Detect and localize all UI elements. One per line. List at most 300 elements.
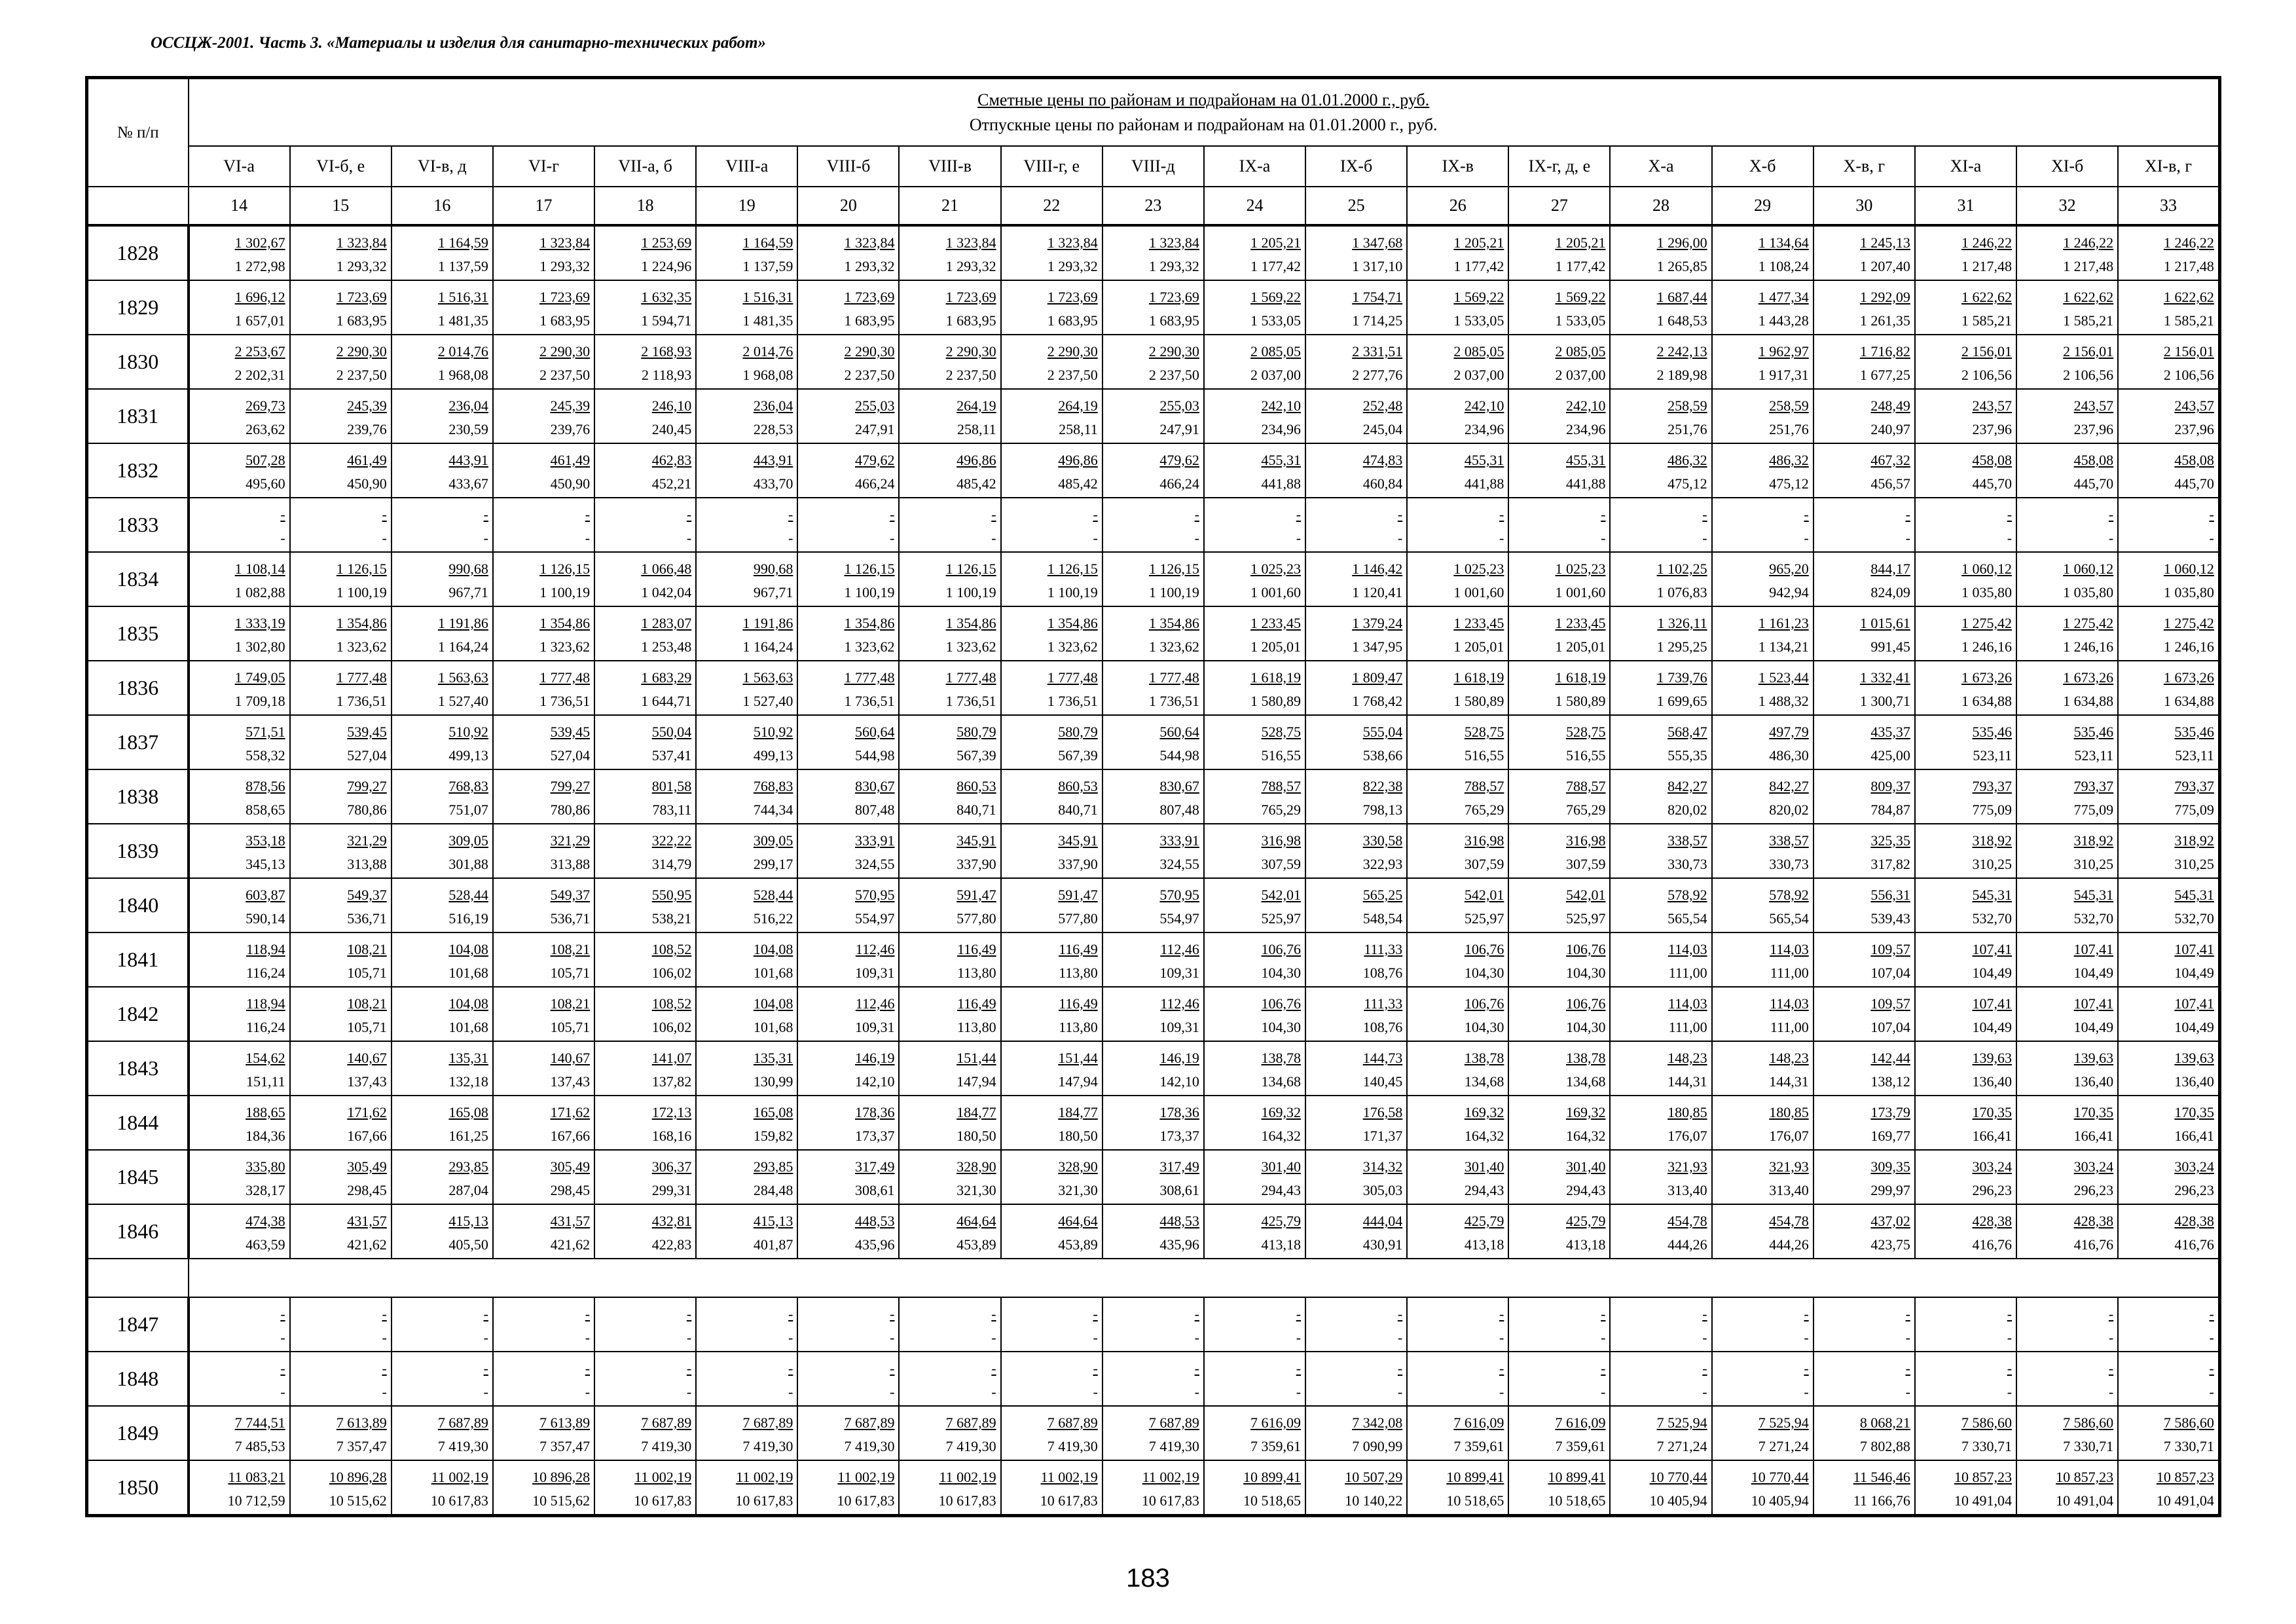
price-cell [1001, 661, 1102, 715]
price-cell [1813, 1204, 1915, 1259]
price-cell [696, 661, 797, 715]
column-index: 18 [594, 187, 696, 225]
release-price: 1 533,05 [1250, 312, 1302, 329]
price-cell [1204, 389, 1305, 443]
estimate-price: 108,52 [651, 941, 692, 957]
price-cell [493, 932, 594, 987]
price-cell [2118, 606, 2219, 661]
release-price: - [1397, 1329, 1403, 1346]
release-price: 307,59 [1261, 856, 1302, 872]
release-price: 1 217,48 [2063, 258, 2114, 274]
row-number: 1830 [87, 335, 189, 389]
estimate-price: 1 379,24 [1352, 615, 1403, 631]
price-cell [1407, 1041, 1508, 1096]
release-price: 1 594,71 [641, 312, 692, 329]
estimate-price: - [1194, 506, 1199, 523]
price-cell [1610, 498, 1711, 552]
price-cell [493, 1041, 594, 1096]
price-cell [696, 443, 797, 498]
estimate-price: 146,19 [1159, 1050, 1199, 1066]
estimate-price: 510,92 [448, 724, 488, 740]
price-cell [696, 1352, 797, 1406]
estimate-price: 1 333,19 [234, 615, 285, 631]
release-price: 1 134,21 [1758, 638, 1809, 655]
district-header: X-в, г [1813, 146, 1915, 187]
price-cell [1102, 1150, 1204, 1204]
release-price: 1 177,42 [1250, 258, 1302, 274]
estimate-price: 1 673,26 [2163, 669, 2214, 686]
estimate-price: - [1194, 1306, 1199, 1322]
release-price: 240,45 [651, 421, 692, 437]
header-no-label: № п/п [117, 123, 159, 141]
release-price: 106,02 [651, 1019, 692, 1035]
estimate-price: 10 857,23 [2056, 1469, 2114, 1485]
release-price: 2 202,31 [234, 367, 285, 383]
estimate-price: 108,21 [550, 995, 591, 1012]
estimate-price: 1 618,19 [1250, 669, 1302, 686]
column-index: 26 [1407, 187, 1508, 225]
release-price: 516,55 [1565, 747, 1606, 764]
price-cell [1813, 335, 1915, 389]
estimate-price: 1 723,69 [844, 289, 895, 305]
estimate-price: 1 302,67 [234, 234, 285, 251]
price-cell [2016, 1352, 2118, 1406]
price-cell [1610, 769, 1711, 824]
estimate-price: 1 205,21 [1250, 234, 1302, 251]
release-price: 314,79 [651, 856, 692, 872]
estimate-price: 264,19 [957, 397, 996, 414]
table-row [87, 824, 2220, 878]
release-price: 7 357,47 [336, 1438, 387, 1454]
estimate-price: 10 899,41 [1243, 1469, 1302, 1485]
column-index: 28 [1610, 187, 1711, 225]
price-cell [1610, 661, 1711, 715]
price-cell [797, 824, 899, 878]
spacer-row [87, 1259, 2220, 1297]
price-cell [696, 769, 797, 824]
release-price: - [991, 1384, 996, 1400]
estimate-price: - [890, 506, 895, 523]
estimate-price: 328,90 [1058, 1158, 1098, 1175]
price-cell [797, 1096, 899, 1150]
estimate-price: - [1093, 1360, 1098, 1376]
estimate-price: 316,98 [1261, 832, 1302, 849]
estimate-price: 1 632,35 [641, 289, 692, 305]
estimate-price: 184,77 [957, 1104, 996, 1120]
estimate-price: 474,38 [246, 1213, 285, 1229]
release-price: 1 302,80 [234, 638, 285, 655]
release-price: 337,90 [1058, 856, 1098, 872]
table-row [87, 1096, 2220, 1150]
price-cell [696, 1406, 797, 1460]
estimate-price: 107,41 [2073, 995, 2114, 1012]
estimate-price: 1 354,86 [1148, 615, 1199, 631]
release-price: 310,25 [1972, 856, 2013, 872]
price-cell [696, 1041, 797, 1096]
estimate-price: 1 618,19 [1453, 669, 1504, 686]
release-price: 1 164,24 [742, 638, 793, 655]
price-cell [1813, 389, 1915, 443]
price-cell [392, 335, 493, 389]
release-price: 138,12 [1870, 1073, 1910, 1090]
table-row [87, 1460, 2220, 1516]
estimate-price: 1 205,21 [1555, 234, 1606, 251]
release-price: - [1804, 1384, 1809, 1400]
estimate-price: 11 002,19 [431, 1469, 488, 1485]
estimate-price: - [2209, 1306, 2214, 1322]
price-cell [392, 280, 493, 335]
release-price: 1 683,95 [945, 312, 996, 329]
price-cell [797, 1352, 899, 1406]
price-cell [1712, 987, 1813, 1041]
estimate-price: 455,31 [1261, 452, 1302, 468]
estimate-price: - [2007, 506, 2013, 523]
release-price: 1 253,48 [641, 638, 692, 655]
estimate-price: 486,32 [1769, 452, 1809, 468]
release-price: 1 293,32 [945, 258, 996, 274]
estimate-price: 107,41 [2073, 941, 2114, 957]
release-price: - [2209, 1384, 2214, 1400]
estimate-price: - [1804, 1306, 1809, 1322]
release-price: 113,80 [1059, 965, 1098, 981]
release-price: - [788, 1329, 793, 1346]
estimate-price: 528,44 [753, 887, 793, 903]
row-number: 1839 [87, 824, 189, 878]
estimate-price: 107,41 [2174, 941, 2214, 957]
price-cell [290, 824, 392, 878]
price-cell [1204, 769, 1305, 824]
estimate-price: 788,57 [1565, 778, 1606, 794]
release-price: 1 323,62 [336, 638, 387, 655]
price-cell [2016, 1297, 2118, 1352]
price-cell [1305, 661, 1407, 715]
price-cell [1305, 1352, 1407, 1406]
estimate-price: 104,08 [753, 995, 793, 1012]
price-cell [2118, 1204, 2219, 1259]
price-cell [1610, 1150, 1711, 1204]
price-cell [1610, 824, 1711, 878]
price-cell [899, 878, 1000, 932]
estimate-price: 799,27 [347, 778, 387, 794]
release-price: 313,40 [1769, 1182, 1809, 1198]
price-cell [1204, 1460, 1305, 1516]
price-cell [1204, 824, 1305, 878]
estimate-price: 1 716,82 [1859, 343, 1910, 360]
estimate-price: 1 777,48 [539, 669, 591, 686]
estimate-price: 1 516,31 [742, 289, 793, 305]
estimate-price: 1 326,11 [1657, 615, 1707, 631]
estimate-price: 464,64 [1058, 1213, 1098, 1229]
price-cell [290, 769, 392, 824]
district-header: VIII-в [899, 146, 1000, 187]
price-cell [1610, 552, 1711, 606]
price-cell [1407, 1297, 1508, 1352]
estimate-price: 170,35 [2174, 1104, 2214, 1120]
price-cell [290, 225, 392, 280]
price-cell [493, 280, 594, 335]
release-price: 1 736,51 [336, 693, 387, 709]
release-price: 1 217,48 [2163, 258, 2214, 274]
release-price: 783,11 [652, 802, 692, 818]
price-cell [1305, 1204, 1407, 1259]
price-cell [899, 1406, 1000, 1460]
estimate-price: 603,87 [246, 887, 285, 903]
estimate-price: 1 296,00 [1656, 234, 1707, 251]
price-cell [1001, 335, 1102, 389]
release-price: 7 271,24 [1758, 1438, 1809, 1454]
estimate-price: 568,47 [1667, 724, 1707, 740]
price-cell [290, 1150, 392, 1204]
estimate-price: 1 777,48 [844, 669, 895, 686]
price-cell [1712, 606, 1813, 661]
price-cell [1915, 1406, 2016, 1460]
estimate-price: 2 290,30 [336, 343, 387, 360]
estimate-price: 114,03 [1667, 995, 1707, 1012]
release-price: 144,31 [1667, 1073, 1707, 1090]
price-cell [594, 1041, 696, 1096]
estimate-price: 178,36 [854, 1104, 895, 1120]
release-price: 7 330,71 [2063, 1438, 2114, 1454]
release-price: 167,66 [347, 1128, 387, 1144]
release-price: 1 683,95 [336, 312, 387, 329]
row-number: 1845 [87, 1150, 189, 1204]
price-cell [2118, 443, 2219, 498]
release-price: 499,13 [448, 747, 488, 764]
price-cell [1508, 1096, 1610, 1150]
release-price: 2 237,50 [1148, 367, 1199, 383]
price-cell [1407, 335, 1508, 389]
estimate-price: - [1804, 506, 1809, 523]
price-cell [2016, 443, 2118, 498]
price-cell [1813, 1096, 1915, 1150]
district-header: VI-в, д [392, 146, 493, 187]
price-cell [1305, 606, 1407, 661]
price-cell [392, 1352, 493, 1406]
release-price: 2 037,00 [1555, 367, 1606, 383]
release-price: 7 359,61 [1453, 1438, 1504, 1454]
release-price: 1 714,25 [1352, 312, 1403, 329]
release-price: 453,89 [1058, 1236, 1098, 1253]
release-price: - [1601, 1384, 1606, 1400]
price-cell [493, 987, 594, 1041]
release-price: 421,62 [550, 1236, 591, 1253]
price-cell [290, 1297, 392, 1352]
estimate-price: 11 083,21 [228, 1469, 285, 1485]
price-cell [594, 552, 696, 606]
price-cell [1305, 280, 1407, 335]
release-price: 548,54 [1362, 910, 1403, 927]
price-cell [1001, 878, 1102, 932]
estimate-price: 1 622,62 [2063, 289, 2114, 305]
estimate-price: 318,92 [1972, 832, 2013, 849]
release-price: 234,96 [1464, 421, 1504, 437]
estimate-price: 1 025,23 [1250, 561, 1302, 577]
price-cell [189, 552, 290, 606]
column-index: 25 [1305, 187, 1407, 225]
release-price: 444,26 [1769, 1236, 1809, 1253]
release-price: 104,30 [1261, 965, 1302, 981]
price-cell [1407, 443, 1508, 498]
price-cell [899, 661, 1000, 715]
price-cell [1915, 498, 2016, 552]
district-header: VI-а [189, 146, 290, 187]
estimate-price: 107,41 [2174, 995, 2214, 1012]
price-cell [392, 824, 493, 878]
estimate-price: 437,02 [1870, 1213, 1910, 1229]
price-cell [1508, 389, 1610, 443]
price-cell [1915, 225, 2016, 280]
price-cell [290, 606, 392, 661]
estimate-price: 768,83 [753, 778, 793, 794]
estimate-price: 560,64 [1159, 724, 1199, 740]
price-cell [1102, 280, 1204, 335]
release-price: 113,80 [957, 1019, 996, 1035]
estimate-price: 415,13 [753, 1213, 793, 1229]
release-price: - [585, 530, 591, 546]
column-index-row [87, 187, 2220, 225]
release-price: - [1093, 1384, 1098, 1400]
release-price: - [1804, 1329, 1809, 1346]
estimate-price: 549,37 [550, 887, 591, 903]
price-cell [696, 225, 797, 280]
estimate-price: 255,03 [854, 397, 895, 414]
release-price: 101,68 [753, 1019, 793, 1035]
release-price: 538,66 [1362, 747, 1403, 764]
price-cell [189, 824, 290, 878]
price-cell [1610, 443, 1711, 498]
price-cell [2118, 1297, 2219, 1352]
row-number: 1844 [87, 1096, 189, 1150]
price-cell [189, 1096, 290, 1150]
estimate-price: 535,46 [1972, 724, 2013, 740]
estimate-price: 431,57 [347, 1213, 387, 1229]
release-price: - [890, 1329, 895, 1346]
release-price: - [890, 530, 895, 546]
estimate-price: 799,27 [550, 778, 591, 794]
price-cell [1204, 715, 1305, 769]
price-cell [2118, 280, 2219, 335]
price-cell [797, 932, 899, 987]
release-price: - [1296, 1384, 1302, 1400]
release-price: 565,54 [1769, 910, 1809, 927]
price-cell [493, 498, 594, 552]
release-price: 10 617,83 [430, 1492, 488, 1509]
table-row [87, 1204, 2220, 1259]
estimate-price: 104,08 [448, 995, 488, 1012]
release-price: 807,48 [1159, 802, 1199, 818]
release-price: - [1194, 530, 1199, 546]
release-price: 136,40 [1972, 1073, 2013, 1090]
estimate-price: 1 516,31 [437, 289, 488, 305]
release-price: 536,71 [347, 910, 387, 927]
estimate-price: 1 275,42 [2163, 615, 2214, 631]
price-cell [1813, 1352, 1915, 1406]
estimate-price: 1 696,12 [234, 289, 285, 305]
estimate-price: 106,76 [1464, 941, 1504, 957]
release-price: 433,70 [753, 475, 793, 492]
price-cell [696, 280, 797, 335]
price-cell [1508, 552, 1610, 606]
estimate-price: 842,27 [1667, 778, 1707, 794]
release-price: 453,89 [957, 1236, 996, 1253]
estimate-price: 580,79 [1058, 724, 1098, 740]
release-price: - [1601, 530, 1606, 546]
release-price: 2 237,50 [539, 367, 591, 383]
estimate-price: 432,81 [651, 1213, 692, 1229]
estimate-price: 7 613,89 [336, 1414, 387, 1431]
estimate-price: 1 191,86 [742, 615, 793, 631]
price-cell [1712, 1204, 1813, 1259]
release-price: 1 108,24 [1758, 258, 1809, 274]
estimate-price: 321,29 [347, 832, 387, 849]
release-price: 413,18 [1565, 1236, 1606, 1253]
release-price: - [788, 1384, 793, 1400]
release-price: 445,70 [2174, 475, 2214, 492]
release-price: 7 330,71 [2163, 1438, 2214, 1454]
release-price: 1 527,40 [437, 693, 488, 709]
estimate-price: 7 687,89 [742, 1414, 793, 1431]
release-price: 1 205,01 [1453, 638, 1504, 655]
price-cell [797, 1041, 899, 1096]
estimate-price: 10 857,23 [2156, 1469, 2214, 1485]
estimate-price: 1 102,25 [1656, 561, 1707, 577]
estimate-price: 1 563,63 [742, 669, 793, 686]
release-price: 313,40 [1667, 1182, 1707, 1198]
price-cell [189, 1150, 290, 1204]
estimate-price: 309,05 [448, 832, 488, 849]
price-cell [594, 1352, 696, 1406]
estimate-price: 321,93 [1667, 1158, 1707, 1175]
district-header: VIII-д [1102, 146, 1204, 187]
release-price: 499,13 [753, 747, 793, 764]
estimate-price: - [280, 1360, 285, 1376]
release-price: 1 736,51 [844, 693, 895, 709]
estimate-price: 7 525,94 [1758, 1414, 1809, 1431]
estimate-price: 461,49 [347, 452, 387, 468]
price-cell [594, 280, 696, 335]
price-cell [1712, 661, 1813, 715]
table-row [87, 769, 2220, 824]
price-cell [2016, 1150, 2118, 1204]
release-price: 567,39 [957, 747, 996, 764]
release-price: 452,21 [651, 475, 692, 492]
price-cell [1508, 878, 1610, 932]
release-price: 1 736,51 [539, 693, 591, 709]
release-price: 245,04 [1362, 421, 1403, 437]
estimate-price: 7 687,89 [641, 1414, 692, 1431]
estimate-price: 1 354,86 [1047, 615, 1098, 631]
price-table [85, 76, 2221, 1517]
price-cell [1001, 280, 1102, 335]
price-cell [290, 878, 392, 932]
price-cell [2118, 552, 2219, 606]
price-cell [1204, 661, 1305, 715]
release-price: 1 683,95 [1148, 312, 1199, 329]
release-price: 132,18 [448, 1073, 488, 1090]
release-price: 840,71 [1058, 802, 1098, 818]
release-price: 2 189,98 [1656, 367, 1707, 383]
estimate-price: 793,37 [1972, 778, 2013, 794]
estimate-price: 144,73 [1362, 1050, 1403, 1066]
release-price: 1 657,01 [234, 312, 285, 329]
estimate-price: 135,31 [753, 1050, 793, 1066]
price-cell [290, 1406, 392, 1460]
estimate-price: 1 134,64 [1758, 234, 1809, 251]
price-cell [493, 1297, 594, 1352]
estimate-price: 1 777,48 [1047, 669, 1098, 686]
release-price: 765,29 [1261, 802, 1302, 818]
release-price: 1 634,88 [1961, 693, 2013, 709]
